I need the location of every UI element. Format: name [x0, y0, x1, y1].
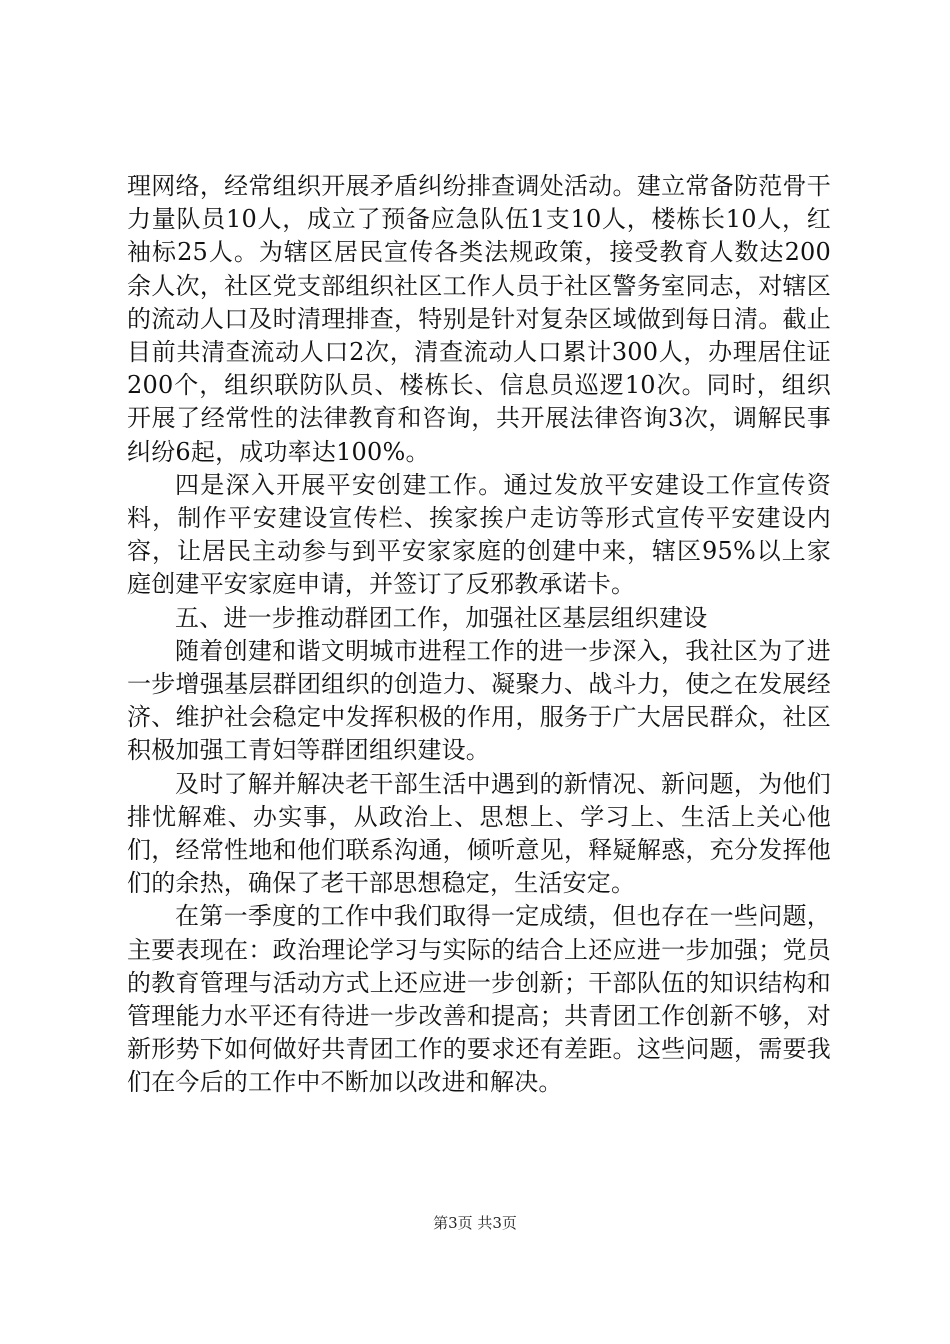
- document-body: [127, 170, 831, 1100]
- paragraph-veteran-cadres: 及时了解并解决老干部生活中遇到的新情况、新问题，为他们排忧解难、办实事，从政治上、思想上、学习上、生活上关心他们，经常性地和他们联系沟通，倾听意见，释疑解惑，充分发挥他们的余热，确保了老干部思想稳定，生活安定。: [127, 769, 831, 898]
- paragraph-safety-campaign: 四是深入开展平安创建工作。通过发放平安建设工作宣传资料，制作平安建设宣传栏、挨家挨户走访等形式宣传平安建设内容，让居民主动参与到平安家家庭的创建中来，辖区95%以上家庭创建平安家庭申请，并签订了反邪教承诺卡。: [127, 470, 831, 599]
- section-heading-mass-organizations: 五、进一步推动群团工作，加强社区基层组织建设: [175, 603, 708, 632]
- paragraph-public-security: 理网络，经常组织开展矛盾纠纷排查调处活动。建立常备防范骨干力量队员10人，成立了预备应急队伍1支10人，楼栋长10人，红袖标25人。为辖区居民宣传各类法规政策，接受教育人数达200余人次，社区党支部组织社区工作人员于社区警务室同志，对辖区的流动人口及时清理排查，特别是针对复杂区域做到每日清。截止目前共清查流动人口2次，清查流动人口累计300人，办理居住证200个，组织联防队员、楼栋长、信息员巡逻10次。同时，组织开展了经常性的法律教育和咨询，共开展法律咨询3次，调解民事纠纷6起，成功率达100%。: [127, 172, 831, 466]
- paragraph-problems-summary: 在第一季度的工作中我们取得一定成绩，但也存在一些问题，主要表现在：政治理论学习与实际的结合上还应进一步加强；党员的教育管理与活动方式上还应进一步创新；干部队伍的知识结构和管理能力水平还有待进一步改善和提高；共青团工作创新不够，对新形势下如何做好共青团工作的要求还有差距。这些问题，需要我们在今后的工作中不断加以改进和解决。: [127, 902, 831, 1097]
- page-footer: 第3页 共3页: [433, 1214, 517, 1232]
- paragraph-mass-organizations: 随着创建和谐文明城市进程工作的进一步深入，我社区为了进一步增强基层群团组织的创造力、凝聚力、战斗力，使之在发展经济、维护社会稳定中发挥积极的作用，服务于广大居民群众，社区积极加强工青妇等群团组织建设。: [127, 636, 831, 765]
